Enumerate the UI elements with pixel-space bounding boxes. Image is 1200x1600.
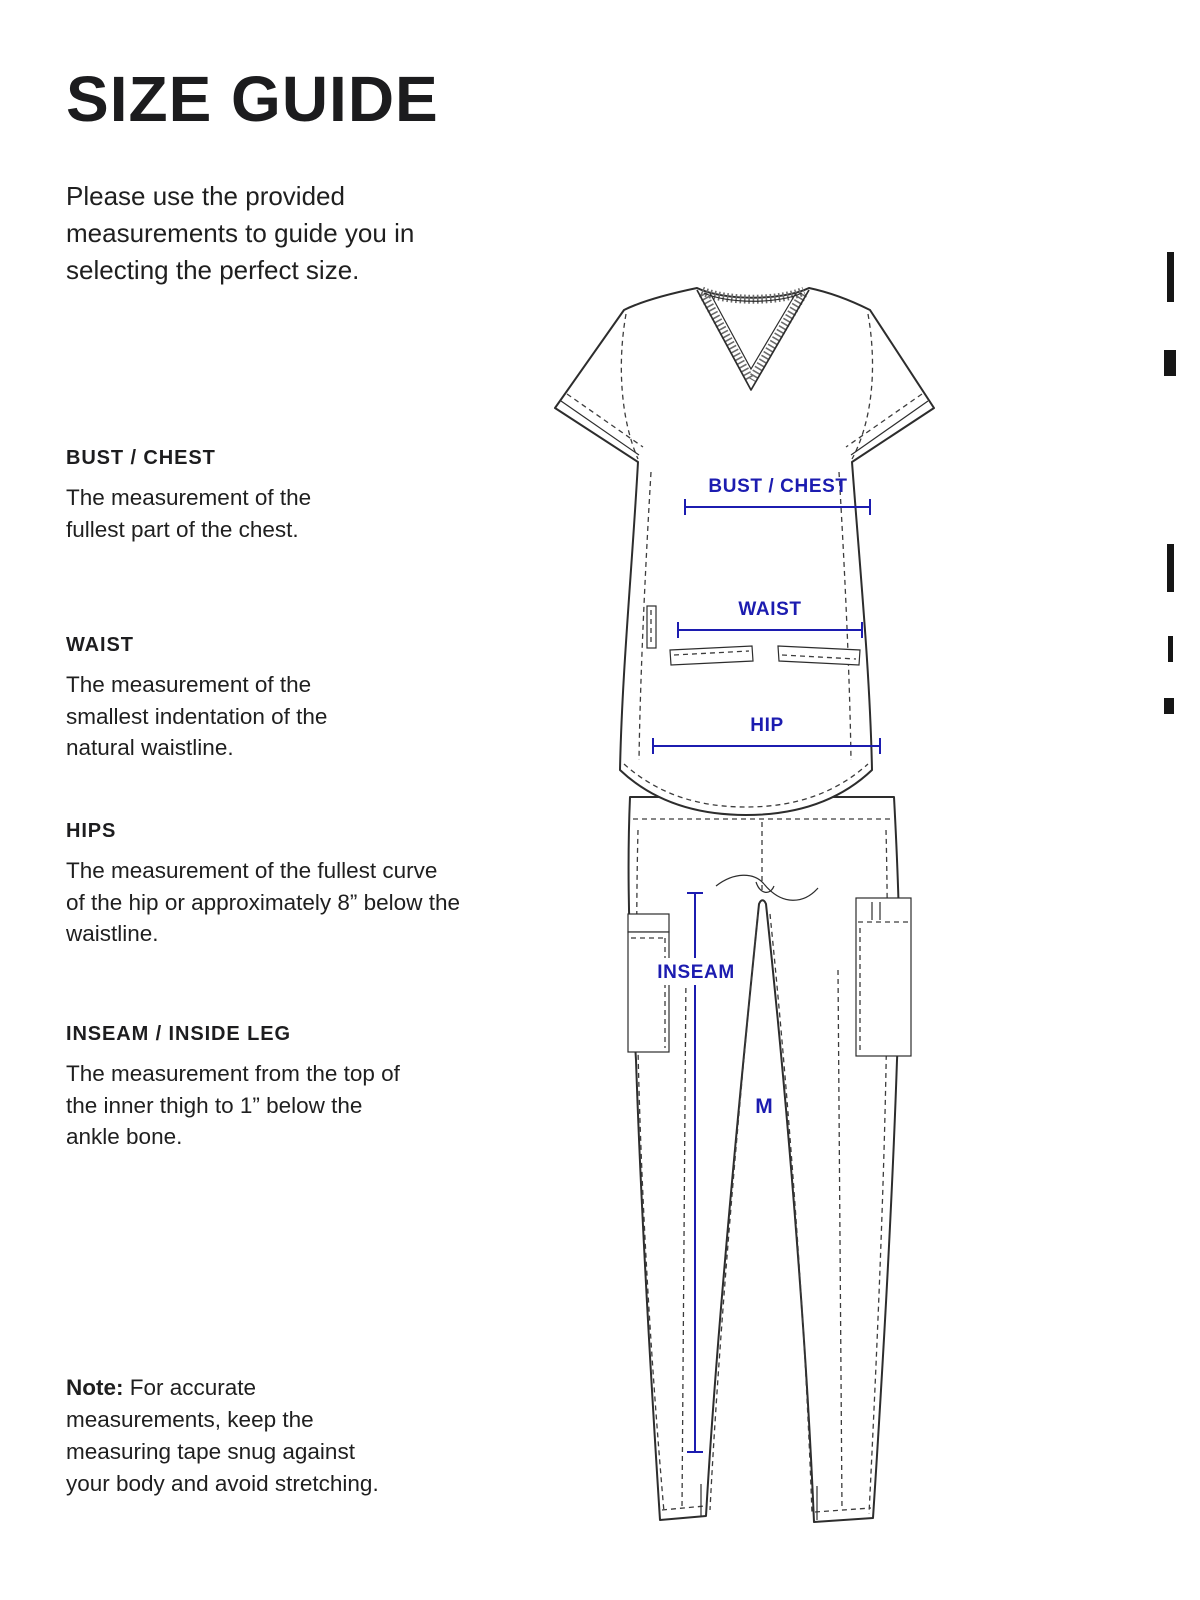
hip-measure-label: HIP xyxy=(750,715,784,736)
edge-artifact xyxy=(1168,636,1173,662)
edge-artifact xyxy=(1167,252,1174,302)
left-cargo-pocket-flap xyxy=(628,914,669,932)
section-body-inseam: The measurement from the top of the inner thigh to 1” below the ankle bone. xyxy=(66,1061,400,1149)
page-title: SIZE GUIDE xyxy=(66,63,439,135)
size-marker-label: M xyxy=(755,1095,773,1118)
note-body: For accurate measurements, keep the measuring tape snug against your body and avoid stretching. xyxy=(66,1375,379,1496)
section-inseam xyxy=(66,1023,406,1153)
section-heading-inseam: INSEAM / INSIDE LEG xyxy=(66,1023,291,1045)
section-heading-bust: BUST / CHEST xyxy=(66,447,216,469)
edge-artifact xyxy=(1167,544,1174,592)
right-welt-pocket xyxy=(778,646,860,665)
section-body-hips: The measurement of the fullest curve of the hip or approximately 8” below the waistline. xyxy=(66,858,460,946)
edge-artifact xyxy=(1164,698,1174,714)
edge-artifact xyxy=(1164,350,1176,376)
section-body-bust: The measurement of the fullest part of the chest. xyxy=(66,485,312,542)
left-cargo-pocket xyxy=(628,932,669,1052)
waist-measure-label: WAIST xyxy=(738,599,802,620)
measurement-note xyxy=(66,1372,400,1500)
bust-measure-label: BUST / CHEST xyxy=(708,476,848,497)
left-welt-pocket xyxy=(670,646,753,665)
scrub-pants-illustration xyxy=(628,797,911,1522)
section-heading-waist: WAIST xyxy=(66,634,134,656)
section-hips xyxy=(66,820,461,950)
section-body-waist: The measurement of the smallest indentation of the natural waistline. xyxy=(66,672,328,760)
garment-diagram xyxy=(520,270,1000,1540)
right-cargo-pocket xyxy=(856,898,911,1056)
section-waist xyxy=(66,634,381,764)
scrub-top-illustration xyxy=(555,288,934,815)
note-label: Note: xyxy=(66,1375,124,1400)
section-bust-chest xyxy=(66,447,356,545)
intro-text: Please use the provided measurements to guide you in selecting the perfect size. xyxy=(66,181,415,285)
section-heading-hips: HIPS xyxy=(66,820,117,842)
inseam-measure-label: INSEAM xyxy=(657,962,735,983)
